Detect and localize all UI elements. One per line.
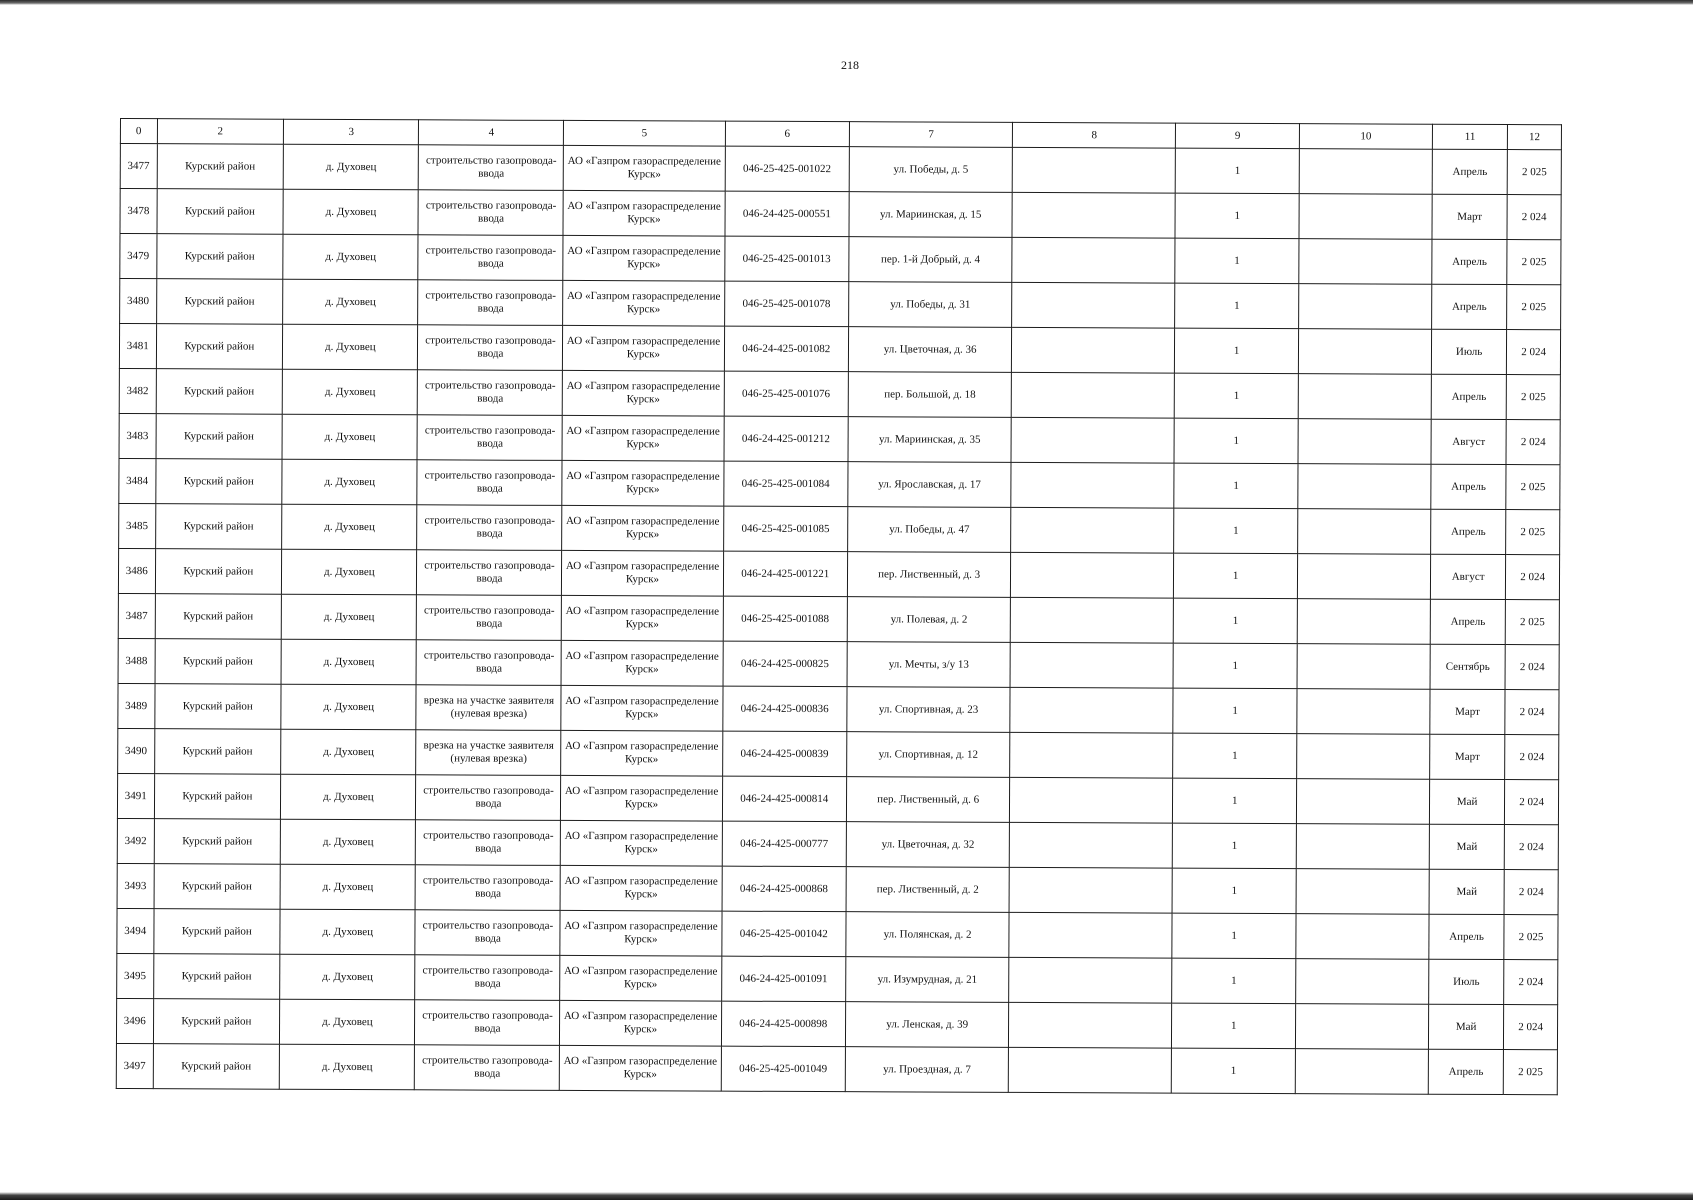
row-number-cell: 3496	[116, 998, 153, 1043]
year-cell: 2 025	[1507, 240, 1561, 285]
column-10-cell	[1297, 734, 1430, 780]
column-10-cell	[1297, 554, 1430, 600]
row-number-cell: 3478	[120, 189, 157, 234]
quantity-cell: 1	[1173, 643, 1297, 689]
month-cell: Апрель	[1431, 464, 1506, 509]
column-10-cell	[1295, 1004, 1428, 1050]
work-type-cell: строительство газопровода-ввода	[417, 640, 562, 686]
work-type-cell: строительство газопровода-ввода	[417, 505, 562, 551]
address-cell: ул. Спортивная, д. 23	[847, 687, 1010, 733]
table-row	[117, 908, 1558, 959]
organization-cell: АО «Газпром газораспределение Курск»	[560, 955, 721, 1001]
scan-edge-bottom	[0, 1192, 1693, 1200]
table-row	[116, 998, 1557, 1049]
address-cell: пер. Лиственный, д. 3	[847, 552, 1010, 598]
month-cell: Апрель	[1432, 239, 1507, 284]
locality-cell: д. Духовец	[281, 684, 416, 730]
organization-cell: АО «Газпром газораспределение Курск»	[564, 145, 725, 191]
locality-cell: д. Духовец	[283, 189, 418, 235]
column-10-cell	[1299, 149, 1432, 195]
column-header: 8	[1013, 122, 1176, 148]
column-8-cell	[1012, 192, 1175, 238]
table-row	[118, 683, 1559, 734]
table-row	[120, 234, 1561, 285]
column-8-cell	[1009, 1047, 1172, 1093]
quantity-cell: 1	[1176, 148, 1300, 194]
quantity-cell: 1	[1175, 373, 1299, 419]
column-8-cell	[1009, 957, 1172, 1003]
organization-cell: АО «Газпром газораспределение Курск»	[562, 595, 723, 641]
month-cell: Июль	[1429, 959, 1504, 1004]
address-cell: ул. Мариинская, д. 35	[848, 417, 1011, 463]
organization-cell: АО «Газпром газораспределение Курск»	[563, 190, 724, 236]
application-code-cell: 046-25-425-001049	[721, 1046, 846, 1092]
district-cell: Курский район	[156, 279, 283, 325]
month-cell: Апрель	[1431, 374, 1506, 419]
table-row	[119, 368, 1560, 419]
column-10-cell	[1299, 284, 1432, 330]
application-code-cell: 046-25-425-001042	[721, 911, 846, 957]
row-number-cell: 3484	[119, 458, 156, 503]
month-cell: Август	[1430, 554, 1505, 599]
application-code-cell: 046-25-425-001076	[724, 371, 849, 417]
organization-cell: АО «Газпром газораспределение Курск»	[562, 505, 723, 551]
column-8-cell	[1010, 732, 1173, 778]
quantity-cell: 1	[1173, 688, 1297, 734]
column-10-cell	[1298, 329, 1431, 375]
locality-cell: д. Духовец	[283, 234, 418, 280]
address-cell: пер. 1-й Добрый, д. 4	[849, 237, 1012, 283]
column-header: 11	[1432, 124, 1507, 149]
quantity-cell: 1	[1175, 283, 1299, 329]
organization-cell: АО «Газпром газораспределение Курск»	[560, 1045, 721, 1091]
month-cell: Апрель	[1428, 1049, 1503, 1094]
column-10-cell	[1296, 824, 1429, 870]
work-type-cell: строительство газопровода-ввода	[418, 370, 563, 416]
address-cell: ул. Цветочная, д. 32	[846, 822, 1009, 868]
month-cell: Май	[1429, 1004, 1504, 1049]
column-10-cell	[1296, 959, 1429, 1005]
row-number-cell: 3493	[117, 863, 154, 908]
district-cell: Курский район	[154, 684, 281, 730]
locality-cell: д. Духовец	[279, 1044, 414, 1090]
address-cell: пер. Лиственный, д. 6	[846, 777, 1009, 823]
address-cell: пер. Большой, д. 18	[848, 372, 1011, 418]
year-cell: 2 024	[1504, 870, 1558, 915]
district-cell: Курский район	[154, 774, 281, 820]
quantity-cell: 1	[1172, 1003, 1296, 1049]
column-8-cell	[1012, 237, 1175, 283]
locality-cell: д. Духовец	[283, 279, 418, 325]
month-cell: Апрель	[1432, 284, 1507, 329]
column-8-cell	[1009, 912, 1172, 958]
column-10-cell	[1299, 239, 1432, 285]
application-code-cell: 046-24-425-000551	[724, 191, 849, 237]
quantity-cell: 1	[1173, 778, 1297, 824]
district-cell: Курский район	[156, 414, 283, 460]
district-cell: Курский район	[155, 594, 282, 640]
column-8-cell	[1011, 417, 1174, 463]
row-number-cell: 3486	[118, 548, 155, 593]
address-cell: ул. Мариинская, д. 15	[849, 192, 1012, 238]
month-cell: Апрель	[1430, 599, 1505, 644]
month-cell: Апрель	[1429, 914, 1504, 959]
locality-cell: д. Духовец	[281, 774, 416, 820]
year-cell: 2 025	[1507, 285, 1561, 330]
year-cell: 2 025	[1503, 1050, 1557, 1095]
column-10-cell	[1298, 509, 1431, 555]
work-type-cell: строительство газопровода-ввода	[415, 910, 560, 956]
column-10-cell	[1297, 644, 1430, 690]
row-number-cell: 3490	[118, 728, 155, 773]
table-row	[118, 728, 1559, 779]
locality-cell: д. Духовец	[281, 729, 416, 775]
row-number-cell: 3485	[119, 503, 156, 548]
locality-cell: д. Духовец	[282, 549, 417, 595]
application-code-cell: 046-24-425-000825	[723, 641, 848, 687]
month-cell: Март	[1432, 194, 1507, 239]
column-header: 6	[725, 121, 850, 147]
locality-cell: д. Духовец	[281, 639, 416, 685]
work-type-cell: строительство газопровода-ввода	[419, 145, 564, 191]
application-code-cell: 046-24-425-000868	[722, 866, 847, 912]
year-cell: 2 025	[1506, 465, 1560, 510]
quantity-cell: 1	[1175, 193, 1299, 239]
application-code-cell: 046-25-425-001013	[724, 236, 849, 282]
quantity-cell: 1	[1174, 508, 1298, 554]
locality-cell: д. Духовец	[283, 324, 418, 370]
organization-cell: АО «Газпром газораспределение Курск»	[563, 325, 724, 371]
work-type-cell: строительство газопровода-ввода	[415, 955, 560, 1001]
organization-cell: АО «Газпром газораспределение Курск»	[563, 370, 724, 416]
work-type-cell: строительство газопровода-ввода	[416, 775, 561, 821]
column-10-cell	[1295, 1049, 1428, 1095]
column-8-cell	[1009, 1002, 1172, 1048]
address-cell: ул. Мечты, з/у 13	[847, 642, 1010, 688]
month-cell: Май	[1429, 824, 1504, 869]
address-cell: ул. Полянская, д. 2	[846, 912, 1009, 958]
year-cell: 2 024	[1505, 645, 1559, 690]
row-number-cell: 3480	[120, 279, 157, 324]
application-code-cell: 046-24-425-001082	[724, 326, 849, 372]
column-8-cell	[1009, 822, 1172, 868]
address-cell: ул. Победы, д. 5	[849, 147, 1012, 193]
row-number-cell: 3482	[119, 368, 156, 413]
column-8-cell	[1011, 462, 1174, 508]
locality-cell: д. Духовец	[282, 369, 417, 415]
work-type-cell: строительство газопровода-ввода	[415, 1000, 560, 1046]
quantity-cell: 1	[1174, 553, 1298, 599]
work-type-cell: строительство газопровода-ввода	[417, 415, 562, 461]
column-8-cell	[1011, 372, 1174, 418]
month-cell: Июль	[1431, 329, 1506, 374]
year-cell: 2 025	[1505, 600, 1559, 645]
year-cell: 2 024	[1507, 195, 1561, 240]
month-cell: Март	[1430, 734, 1505, 779]
year-cell: 2 024	[1506, 420, 1560, 465]
quantity-cell: 1	[1174, 418, 1298, 464]
column-10-cell	[1296, 914, 1429, 960]
locality-cell: д. Духовец	[280, 864, 415, 910]
column-header: 7	[849, 122, 1012, 148]
table-row	[117, 818, 1558, 869]
column-8-cell	[1010, 642, 1173, 688]
table-row	[120, 189, 1561, 240]
application-code-cell: 046-25-425-001088	[723, 596, 848, 642]
table-row	[116, 1043, 1557, 1094]
quantity-cell: 1	[1172, 868, 1296, 914]
organization-cell: АО «Газпром газораспределение Курск»	[560, 1000, 721, 1046]
row-number-cell: 3481	[119, 324, 156, 369]
row-number-cell: 3483	[119, 413, 156, 458]
table-row	[120, 279, 1561, 330]
month-cell: Май	[1429, 869, 1504, 914]
column-8-cell	[1010, 777, 1173, 823]
year-cell: 2 024	[1505, 690, 1559, 735]
year-cell: 2 025	[1507, 150, 1561, 195]
column-8-cell	[1010, 597, 1173, 643]
organization-cell: АО «Газпром газораспределение Курск»	[561, 640, 722, 686]
application-code-cell: 046-25-425-001084	[723, 461, 848, 507]
column-header: 4	[419, 120, 564, 146]
work-type-cell: строительство газопровода-ввода	[417, 595, 562, 641]
year-cell: 2 025	[1506, 510, 1560, 555]
column-8-cell	[1011, 552, 1174, 598]
quantity-cell: 1	[1173, 823, 1297, 869]
column-8-cell	[1011, 507, 1174, 553]
year-cell: 2 024	[1505, 780, 1559, 825]
column-header: 3	[284, 119, 419, 145]
application-code-cell: 046-24-425-000777	[722, 821, 847, 867]
address-cell: ул. Победы, д. 31	[849, 282, 1012, 328]
address-cell: пер. Лиственный, д. 2	[846, 867, 1009, 913]
quantity-cell: 1	[1172, 1048, 1296, 1094]
quantity-cell: 1	[1172, 958, 1296, 1004]
column-10-cell	[1299, 194, 1432, 240]
column-10-cell	[1298, 464, 1431, 510]
district-cell: Курский район	[155, 549, 282, 595]
address-cell: ул. Проездная, д. 7	[845, 1047, 1008, 1093]
month-cell: Май	[1429, 779, 1504, 824]
month-cell: Март	[1430, 689, 1505, 734]
organization-cell: АО «Газпром газораспределение Курск»	[562, 550, 723, 596]
application-code-cell: 046-25-425-001085	[723, 506, 848, 552]
locality-cell: д. Духовец	[280, 999, 415, 1045]
year-cell: 2 024	[1504, 960, 1558, 1005]
quantity-cell: 1	[1174, 463, 1298, 509]
district-cell: Курский район	[153, 954, 280, 1000]
address-cell: ул. Победы, д. 47	[848, 507, 1011, 553]
month-cell: Апрель	[1432, 149, 1507, 194]
quantity-cell: 1	[1175, 328, 1299, 374]
row-number-cell: 3495	[117, 953, 154, 998]
column-10-cell	[1297, 689, 1430, 735]
locality-cell: д. Духовец	[281, 594, 416, 640]
work-type-cell: строительство газопровода-ввода	[418, 235, 563, 281]
quantity-cell: 1	[1174, 598, 1298, 644]
table-row	[117, 773, 1558, 824]
work-type-cell: строительство газопровода-ввода	[418, 325, 563, 371]
row-number-cell: 3491	[117, 773, 154, 818]
application-code-cell: 046-24-425-000836	[722, 686, 847, 732]
work-type-cell: врезка на участке заявителя (нулевая врезка)	[416, 685, 561, 731]
locality-cell: д. Духовец	[282, 414, 417, 460]
month-cell: Апрель	[1431, 509, 1506, 554]
organization-cell: АО «Газпром газораспределение Курск»	[561, 730, 722, 776]
year-cell: 2 024	[1507, 330, 1561, 375]
scan-edge-top	[0, 0, 1693, 5]
work-type-cell: строительство газопровода-ввода	[416, 820, 561, 866]
district-cell: Курский район	[156, 189, 283, 235]
table-row	[117, 953, 1558, 1004]
application-code-cell: 046-24-425-000839	[722, 731, 847, 777]
year-cell: 2 025	[1506, 375, 1560, 420]
application-code-cell: 046-25-425-001078	[724, 281, 849, 327]
month-cell: Август	[1431, 419, 1506, 464]
application-code-cell: 046-24-425-001091	[721, 956, 846, 1002]
column-8-cell	[1012, 147, 1175, 193]
row-number-cell: 3489	[118, 683, 155, 728]
row-number-cell: 3494	[117, 908, 154, 953]
column-10-cell	[1297, 599, 1430, 645]
locality-cell: д. Духовец	[280, 909, 415, 955]
table-row	[119, 324, 1560, 375]
address-cell: ул. Полевая, д. 2	[847, 597, 1010, 643]
address-cell: ул. Цветочная, д. 36	[848, 327, 1011, 373]
district-cell: Курский район	[155, 639, 282, 685]
work-type-cell: строительство газопровода-ввода	[416, 865, 561, 911]
year-cell: 2 024	[1506, 555, 1560, 600]
organization-cell: АО «Газпром газораспределение Курск»	[561, 820, 722, 866]
district-cell: Курский район	[155, 504, 282, 550]
district-cell: Курский район	[154, 729, 281, 775]
organization-cell: АО «Газпром газораспределение Курск»	[563, 235, 724, 281]
district-cell: Курский район	[153, 909, 280, 955]
column-10-cell	[1296, 779, 1429, 825]
organization-cell: АО «Газпром газораспределение Курск»	[562, 415, 723, 461]
address-cell: ул. Ленская, д. 39	[846, 1002, 1009, 1048]
work-type-cell: строительство газопровода-ввода	[418, 280, 563, 326]
application-code-cell: 046-25-425-001022	[725, 146, 850, 192]
month-cell: Сентябрь	[1430, 644, 1505, 689]
column-header: 0	[120, 119, 157, 144]
row-number-cell: 3487	[118, 593, 155, 638]
application-code-cell: 046-24-425-000814	[722, 776, 847, 822]
organization-cell: АО «Газпром газораспределение Курск»	[562, 460, 723, 506]
address-cell: ул. Спортивная, д. 12	[847, 732, 1010, 778]
table-row	[119, 458, 1560, 509]
locality-cell: д. Духовец	[282, 459, 417, 505]
district-cell: Курский район	[155, 459, 282, 505]
work-type-cell: строительство газопровода-ввода	[417, 550, 562, 596]
address-cell: ул. Ярославская, д. 17	[848, 462, 1011, 508]
table-row	[119, 503, 1560, 554]
work-type-cell: строительство газопровода-ввода	[417, 460, 562, 506]
column-8-cell	[1010, 687, 1173, 733]
row-number-cell: 3488	[118, 638, 155, 683]
year-cell: 2 025	[1504, 915, 1558, 960]
row-number-cell: 3477	[120, 144, 157, 189]
district-cell: Курский район	[156, 369, 283, 415]
column-header: 9	[1176, 123, 1300, 149]
organization-cell: АО «Газпром газораспределение Курск»	[561, 685, 722, 731]
work-type-cell: строительство газопровода-ввода	[418, 190, 563, 236]
row-number-cell: 3492	[117, 818, 154, 863]
column-8-cell	[1009, 867, 1172, 913]
work-type-cell: строительство газопровода-ввода	[415, 1045, 560, 1091]
application-code-cell: 046-24-425-001221	[723, 551, 848, 597]
column-10-cell	[1298, 374, 1431, 420]
row-number-cell: 3497	[116, 1043, 153, 1088]
table-row	[120, 144, 1561, 195]
district-cell: Курский район	[157, 144, 284, 190]
quantity-cell: 1	[1173, 733, 1297, 779]
row-number-cell: 3479	[120, 234, 157, 279]
application-code-cell: 046-24-425-000898	[721, 1001, 846, 1047]
district-cell: Курский район	[153, 999, 280, 1045]
district-cell: Курский район	[156, 234, 283, 280]
quantity-cell: 1	[1175, 238, 1299, 284]
column-10-cell	[1296, 869, 1429, 915]
organization-cell: АО «Газпром газораспределение Курск»	[560, 910, 721, 956]
table-row	[118, 548, 1559, 599]
register-table	[116, 118, 1562, 1095]
organization-cell: АО «Газпром газораспределение Курск»	[560, 865, 721, 911]
locality-cell: д. Духовец	[282, 504, 417, 550]
organization-cell: АО «Газпром газораспределение Курск»	[563, 280, 724, 326]
table-row	[117, 863, 1558, 914]
column-8-cell	[1012, 282, 1175, 328]
address-cell: ул. Изумрудная, д. 21	[846, 957, 1009, 1003]
locality-cell: д. Духовец	[280, 819, 415, 865]
column-header: 12	[1508, 125, 1562, 150]
table-row	[119, 413, 1560, 464]
column-header: 5	[564, 120, 725, 146]
column-header: 2	[157, 119, 284, 145]
table-row	[118, 638, 1559, 689]
locality-cell: д. Духовец	[283, 144, 418, 190]
district-cell: Курский район	[154, 864, 281, 910]
table-row	[118, 593, 1559, 644]
work-type-cell: врезка на участке заявителя (нулевая врезка)	[416, 730, 561, 776]
year-cell: 2 024	[1504, 1005, 1558, 1050]
district-cell: Курский район	[154, 819, 281, 865]
locality-cell: д. Духовец	[280, 954, 415, 1000]
quantity-cell: 1	[1172, 913, 1296, 959]
organization-cell: АО «Газпром газораспределение Курск»	[561, 775, 722, 821]
column-10-cell	[1298, 419, 1431, 465]
year-cell: 2 024	[1504, 825, 1558, 870]
year-cell: 2 024	[1505, 735, 1559, 780]
district-cell: Курский район	[153, 1044, 280, 1090]
column-8-cell	[1012, 327, 1175, 373]
register-body	[116, 144, 1561, 1095]
column-header: 10	[1299, 124, 1432, 150]
page-number: 218	[841, 58, 859, 72]
application-code-cell: 046-24-425-001212	[724, 416, 849, 462]
district-cell: Курский район	[156, 324, 283, 370]
